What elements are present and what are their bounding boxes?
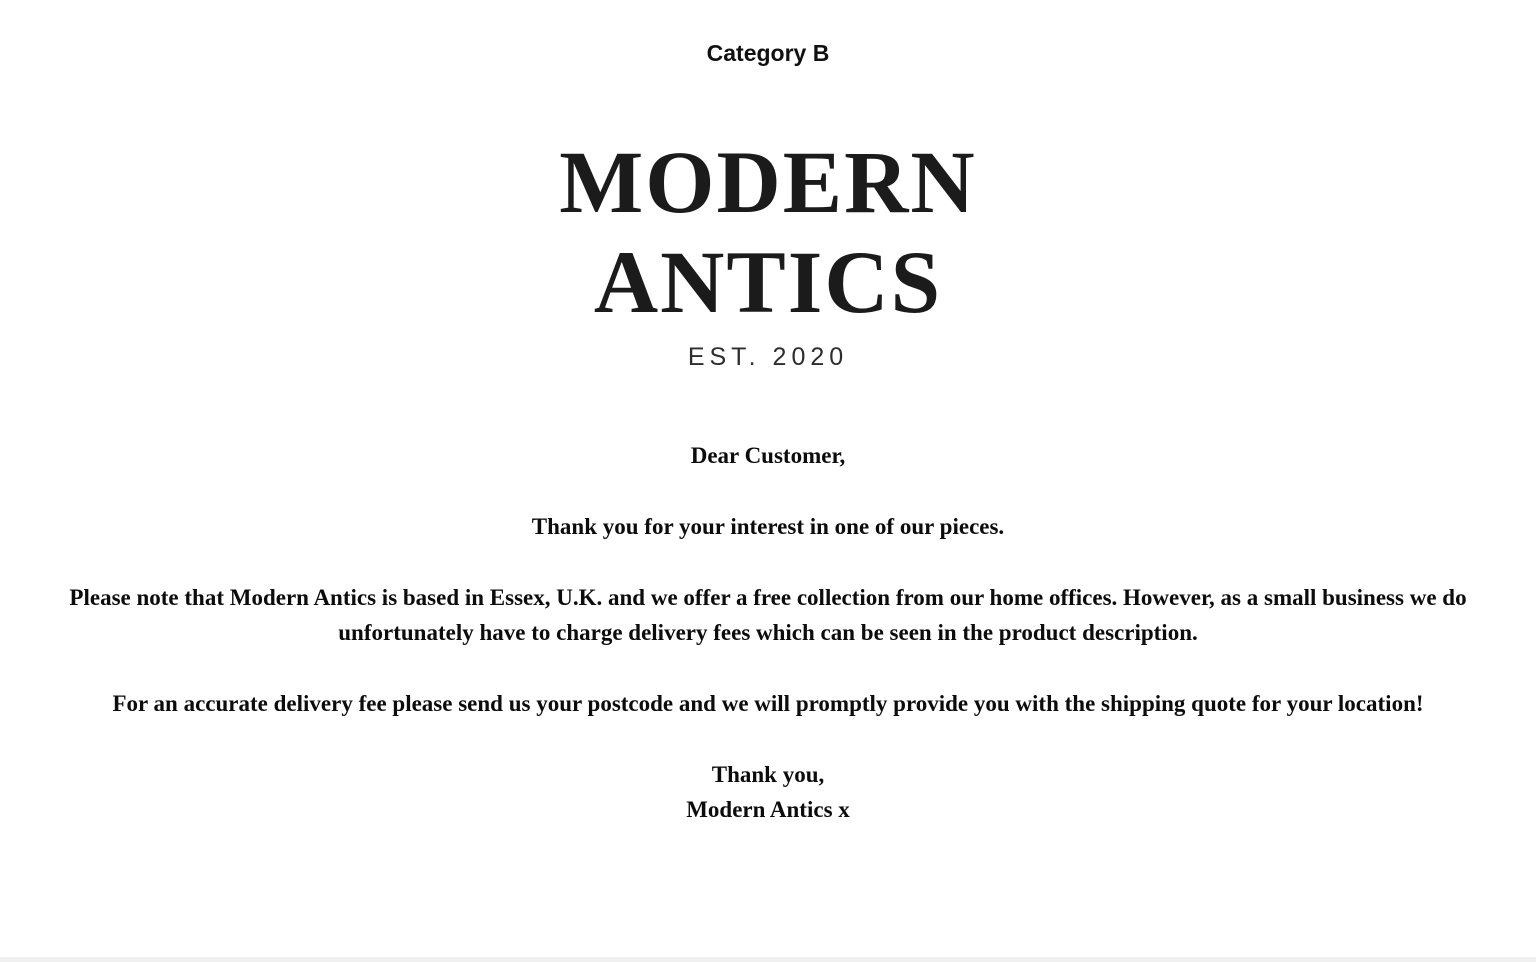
letter-signoff-block — [61, 757, 1475, 827]
letter-body — [61, 438, 1475, 827]
brand-name-line2: ANTICS — [593, 234, 943, 332]
bottom-edge-strip — [0, 957, 1536, 962]
brand-logo — [0, 133, 1536, 372]
letter-greeting: Dear Customer, — [690, 443, 846, 468]
letter-signoff: Thank you, — [711, 762, 825, 787]
brand-name-line1: MODERN — [559, 134, 977, 232]
letter-paragraph-collection: Please note that Modern Antics is based in Essex, U.K. and we offer a free collection from our home offices. However, as a small business we do unfortunately have to charge delivery fees which can be seen in the product description. — [69, 585, 1467, 645]
letter-intro: Thank you for your interest in one of our pieces. — [531, 514, 1005, 539]
letter-signature: Modern Antics x — [686, 797, 850, 822]
brand-established: EST. 2020 — [687, 343, 849, 371]
category-heading: Category B — [706, 40, 830, 66]
letter-paragraph-postcode: For an accurate delivery fee please send us your postcode and we will promptly provide you with the shipping quote for your location! — [112, 691, 1424, 716]
